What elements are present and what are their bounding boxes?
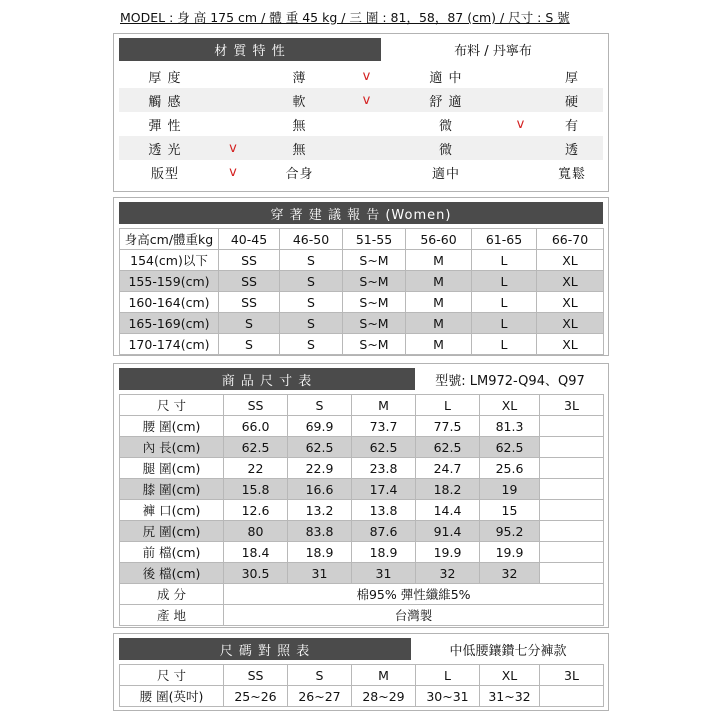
table-cell: 62.5: [416, 437, 480, 458]
table-cell: 91.4: [416, 521, 480, 542]
material-row: [119, 112, 603, 136]
material-value: 硬: [541, 88, 603, 112]
column-header: 3L: [540, 665, 604, 686]
column-header: 56-60: [406, 229, 472, 250]
material-label: 透 光: [119, 136, 211, 160]
material-value: 舒 適: [391, 88, 501, 112]
check-mark: [343, 160, 391, 184]
conversion-title: 尺 碼 對 照 表: [119, 638, 411, 660]
conversion-panel: [113, 633, 609, 711]
table-cell: 32: [480, 563, 540, 584]
table-cell: 62.5: [224, 437, 288, 458]
conversion-table: [119, 664, 604, 707]
table-cell: 18.2: [416, 479, 480, 500]
table-header-row: [120, 229, 604, 250]
table-cell: XL: [537, 292, 604, 313]
table-cell: S: [219, 313, 280, 334]
size-table: [119, 394, 604, 626]
row-label: 膝 圍(cm): [120, 479, 224, 500]
table-cell: S~M: [343, 271, 406, 292]
material-value: 無: [256, 136, 343, 160]
check-mark: v: [362, 68, 372, 84]
table-cell: 66.0: [224, 416, 288, 437]
table-cell: 15.8: [224, 479, 288, 500]
table-row: [120, 313, 604, 334]
table-row: [120, 521, 604, 542]
table-row: [120, 292, 604, 313]
material-label: 厚 度: [148, 70, 182, 86]
column-header: 3L: [540, 395, 604, 416]
wear-table: [119, 228, 604, 355]
table-cell: 77.5: [416, 416, 480, 437]
column-header: L: [416, 665, 480, 686]
check-mark: v: [211, 136, 256, 160]
table-cell: 19.9: [416, 542, 480, 563]
origin-label: 產 地: [120, 605, 224, 626]
table-cell: 31~32: [480, 686, 540, 707]
table-cell: 16.6: [288, 479, 352, 500]
table-cell: [540, 416, 604, 437]
table-cell: 28~29: [352, 686, 416, 707]
check-mark: v: [516, 116, 526, 132]
check-mark: v: [343, 88, 391, 112]
table-cell: [540, 458, 604, 479]
table-cell: M: [406, 313, 472, 334]
column-header: S: [288, 665, 352, 686]
check-mark: [501, 160, 541, 184]
table-row: [120, 334, 604, 355]
table-cell: M: [406, 292, 472, 313]
table-cell: [540, 563, 604, 584]
material-row: [119, 136, 603, 160]
column-header: XL: [480, 665, 540, 686]
column-header: 尺 寸: [120, 665, 224, 686]
row-label: 內 長(cm): [120, 437, 224, 458]
material-value: 無: [292, 118, 307, 134]
column-header: M: [352, 665, 416, 686]
table-cell: 18.9: [288, 542, 352, 563]
check-mark: [343, 112, 391, 136]
material-value: 合身: [285, 166, 314, 182]
row-label: 後 檔(cm): [120, 563, 224, 584]
material-value: 軟: [256, 88, 343, 112]
check-mark: v: [229, 164, 238, 180]
check-mark: [501, 88, 541, 112]
table-cell: 14.4: [416, 500, 480, 521]
material-value: 寬鬆: [557, 166, 586, 182]
style-name: 中低腰鑲鑽七分褲款: [449, 643, 567, 659]
material-value: 有: [564, 118, 579, 134]
table-row: [120, 686, 604, 707]
table-cell: 62.5: [288, 437, 352, 458]
table-cell: S~M: [343, 292, 406, 313]
model-number: 型號: LM972-Q94、Q97: [435, 373, 585, 389]
table-cell: 22.9: [288, 458, 352, 479]
table-cell: S~M: [343, 250, 406, 271]
table-cell: M: [406, 334, 472, 355]
material-value: 適 中: [429, 70, 463, 86]
check-mark: [211, 88, 256, 112]
wear-panel: [113, 197, 609, 356]
table-row: [120, 458, 604, 479]
row-label: 160-164(cm): [120, 292, 219, 313]
material-value: 透: [541, 136, 603, 160]
table-cell: S: [280, 271, 343, 292]
table-row: [120, 437, 604, 458]
column-header: M: [352, 395, 416, 416]
row-label: 165-169(cm): [120, 313, 219, 334]
table-cell: XL: [537, 313, 604, 334]
table-cell: 22: [224, 458, 288, 479]
check-mark: [501, 136, 541, 160]
row-label: 170-174(cm): [120, 334, 219, 355]
material-panel: [113, 33, 609, 192]
table-cell: 18.4: [224, 542, 288, 563]
table-cell: 15: [480, 500, 540, 521]
column-header: S: [288, 395, 352, 416]
material-row: [119, 88, 603, 112]
row-label: 前 檔(cm): [120, 542, 224, 563]
table-cell: L: [472, 250, 537, 271]
table-cell: 32: [416, 563, 480, 584]
row-label: 褲 口(cm): [120, 500, 224, 521]
table-cell: 17.4: [352, 479, 416, 500]
material-value: 薄: [292, 70, 307, 86]
composition-value: 棉95% 彈性纖維5%: [224, 584, 604, 605]
column-header: 46-50: [280, 229, 343, 250]
column-header: XL: [480, 395, 540, 416]
material-value: 厚: [564, 70, 579, 86]
row-label: 腿 圍(cm): [120, 458, 224, 479]
row-label: 155-159(cm): [120, 271, 219, 292]
table-row: [120, 500, 604, 521]
column-header: SS: [224, 665, 288, 686]
table-cell: L: [472, 313, 537, 334]
table-cell: [540, 479, 604, 500]
table-cell: 12.6: [224, 500, 288, 521]
table-cell: XL: [537, 250, 604, 271]
table-cell: [540, 500, 604, 521]
table-cell: 24.7: [416, 458, 480, 479]
table-row: [120, 271, 604, 292]
material-table: [119, 64, 603, 184]
table-row: [120, 416, 604, 437]
table-cell: [540, 437, 604, 458]
table-cell: [540, 521, 604, 542]
table-row: [120, 563, 604, 584]
table-cell: 62.5: [480, 437, 540, 458]
column-header: 40-45: [219, 229, 280, 250]
table-cell: XL: [537, 334, 604, 355]
size-title: 商 品 尺 寸 表: [119, 368, 415, 390]
table-cell: S: [280, 250, 343, 271]
table-header-row: [120, 395, 604, 416]
table-header-row: [120, 665, 604, 686]
table-cell: 81.3: [480, 416, 540, 437]
table-cell: 19.9: [480, 542, 540, 563]
table-cell: 23.8: [352, 458, 416, 479]
table-cell: 30~31: [416, 686, 480, 707]
column-header: 61-65: [472, 229, 537, 250]
table-cell: 26~27: [288, 686, 352, 707]
table-cell: 31: [352, 563, 416, 584]
table-cell: XL: [537, 271, 604, 292]
row-label: 腰 圍(cm): [120, 416, 224, 437]
table-cell: 80: [224, 521, 288, 542]
column-header: SS: [224, 395, 288, 416]
table-cell: 13.2: [288, 500, 352, 521]
table-cell: SS: [219, 292, 280, 313]
material-value: 微: [438, 118, 453, 134]
table-cell: L: [472, 271, 537, 292]
table-cell: S~M: [343, 313, 406, 334]
row-label: 尻 圍(cm): [120, 521, 224, 542]
table-cell: S: [280, 313, 343, 334]
table-cell: 83.8: [288, 521, 352, 542]
table-cell: M: [406, 250, 472, 271]
table-cell: 87.6: [352, 521, 416, 542]
table-cell: [540, 542, 604, 563]
column-header: 身高cm/體重kg: [120, 229, 219, 250]
material-title: 材 質 特 性: [119, 38, 381, 61]
check-mark: [501, 64, 541, 88]
table-cell: SS: [219, 271, 280, 292]
column-header: L: [416, 395, 480, 416]
material-value: 微: [391, 136, 501, 160]
table-cell: SS: [219, 250, 280, 271]
table-cell: S: [219, 334, 280, 355]
row-label: 腰 圍(英吋): [120, 686, 224, 707]
table-cell: 25.6: [480, 458, 540, 479]
table-cell: 31: [288, 563, 352, 584]
material-label: 彈 性: [148, 118, 182, 134]
origin-value: 台灣製: [224, 605, 604, 626]
model-info: MODEL : 身 高 175 cm / 體 重 45 kg / 三 圍 : 81，58，87 (cm) / 尺寸 : S 號: [120, 10, 570, 25]
table-cell: L: [472, 292, 537, 313]
table-row: [120, 250, 604, 271]
table-cell: 73.7: [352, 416, 416, 437]
table-cell: M: [406, 271, 472, 292]
table-row: [120, 542, 604, 563]
check-mark: [211, 112, 256, 136]
table-cell: 19: [480, 479, 540, 500]
material-label: 觸 感: [119, 88, 211, 112]
column-header: 66-70: [537, 229, 604, 250]
table-cell: S: [280, 334, 343, 355]
wear-title: 穿 著 建 議 報 告 (Women): [119, 202, 603, 224]
table-cell: 13.8: [352, 500, 416, 521]
table-cell: 30.5: [224, 563, 288, 584]
material-row: [119, 160, 603, 184]
table-cell: S~M: [343, 334, 406, 355]
table-cell: S: [280, 292, 343, 313]
table-cell: 18.9: [352, 542, 416, 563]
table-cell: 25~26: [224, 686, 288, 707]
material-label: 版型: [150, 166, 179, 182]
table-cell: L: [472, 334, 537, 355]
check-mark: [343, 136, 391, 160]
check-mark: [211, 64, 256, 88]
size-panel: [113, 363, 609, 628]
table-cell: [540, 686, 604, 707]
column-header: 51-55: [343, 229, 406, 250]
table-cell: 69.9: [288, 416, 352, 437]
material-row: [119, 64, 603, 88]
table-cell: 95.2: [480, 521, 540, 542]
fabric-label: 布料 / 丹寧布: [454, 44, 532, 59]
column-header: 尺 寸: [120, 395, 224, 416]
table-row: [120, 479, 604, 500]
composition-label: 成 分: [120, 584, 224, 605]
row-label: 154(cm)以下: [120, 250, 219, 271]
origin-row: [120, 605, 604, 626]
composition-row: [120, 584, 604, 605]
table-cell: 62.5: [352, 437, 416, 458]
material-value: 適中: [431, 166, 460, 182]
